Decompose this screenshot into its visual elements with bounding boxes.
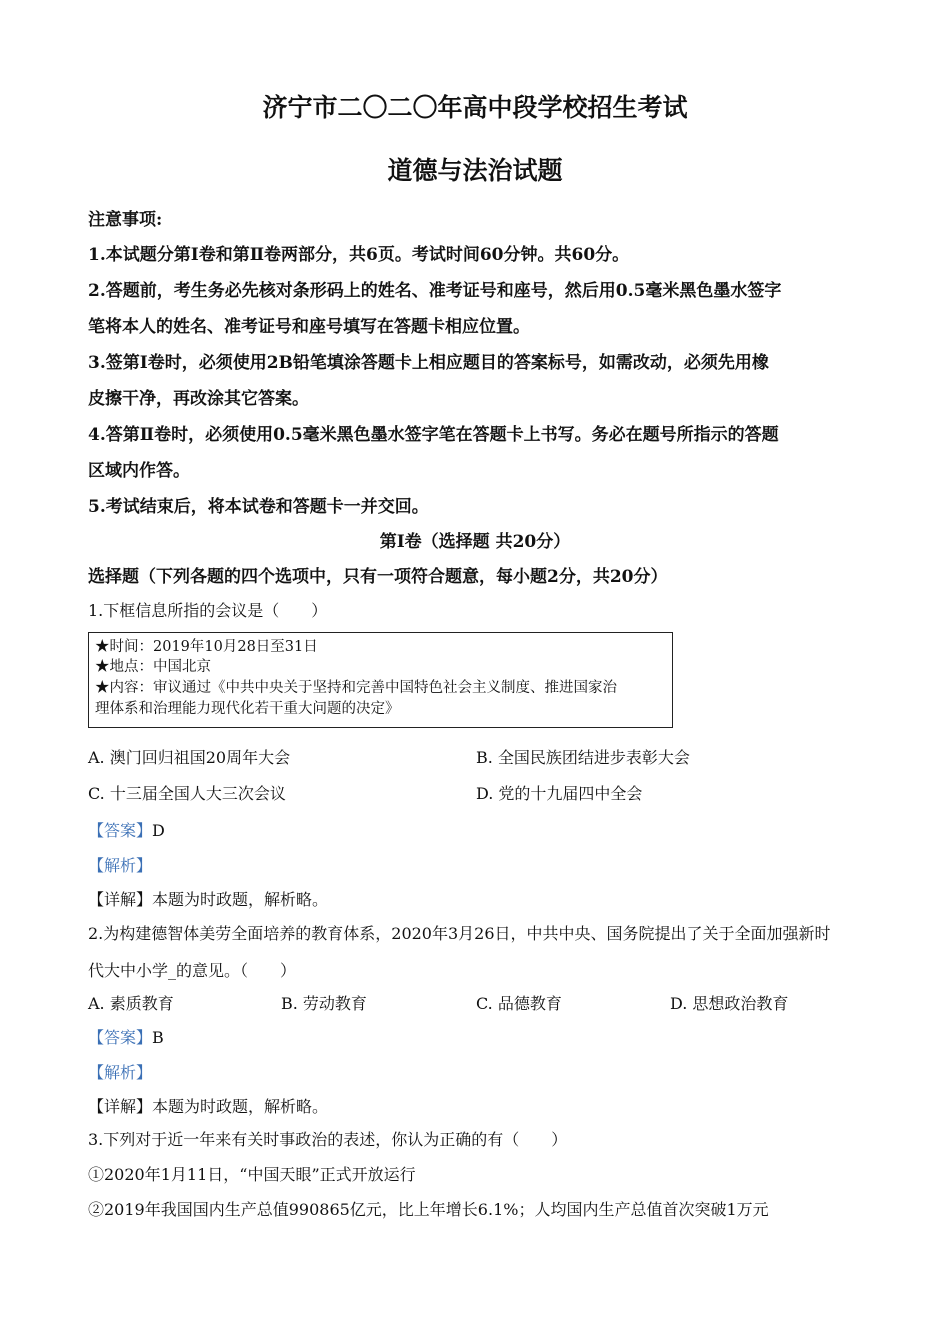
info-box-line: ★时间：2019年10月28日至31日	[95, 639, 318, 655]
q1-analysis-label: 【解析】	[88, 856, 153, 875]
notice-line: 区域内作答。	[88, 461, 190, 481]
q2-option-d: D. 思想政治教育	[670, 994, 789, 1013]
q2-detail	[88, 1094, 328, 1117]
q2-option-a: A. 素质教育	[88, 994, 174, 1013]
info-box-line: ★地点：中国北京	[95, 659, 211, 675]
detail-label: 【详解】	[88, 1097, 153, 1116]
notice-line: 3.签第Ⅰ卷时，必须使用2B铅笔填涂答题卡上相应题目的答案标号，如需改动，必须先用橡	[88, 353, 769, 373]
exam-title: 济宁市二〇二〇年高中段学校招生考试	[262, 93, 688, 122]
q3-statement-1: ①2020年1月11日，“中国天眼”正式开放运行	[88, 1165, 416, 1184]
answer-label: 【答案】	[88, 821, 153, 840]
q1-answer	[88, 818, 165, 841]
notice-line: 1.本试题分第Ⅰ卷和第Ⅱ卷两部分，共6页。考试时间60分钟。共60分。	[88, 245, 630, 265]
detail-label: 【详解】	[88, 890, 153, 909]
detail-text: 本题为时政题，解析略。	[152, 1097, 329, 1116]
q1-detail	[88, 887, 328, 910]
q1-option-b: B. 全国民族团结进步表彰大会	[476, 748, 690, 767]
notice-heading: 注意事项:	[88, 210, 163, 230]
question-2-stem: 2.为构建德智体美劳全面培养的教育体系，2020年3月26日，中共中央、国务院提出了关于全面加强新时	[88, 924, 831, 943]
notice-line: 5.考试结束后，将本试卷和答题卡一并交回。	[88, 497, 429, 517]
notice-line: 笔将本人的姓名、准考证号和座号填写在答题卡相应位置。	[88, 317, 530, 337]
section-title: 第Ⅰ卷（选择题 共20分）	[379, 532, 571, 552]
q1-option-c: C. 十三届全国人大三次会议	[88, 784, 286, 803]
question-2-stem-cont: 代大中小学_的意见。（ ）	[88, 961, 297, 980]
info-box-line: ★内容：审议通过《中共中央关于坚持和完善中国特色社会主义制度、推进国家治	[95, 680, 617, 696]
answer-value: B	[152, 1028, 164, 1047]
q2-option-b: B. 劳动教育	[281, 994, 367, 1013]
q2-answer	[88, 1025, 164, 1048]
notice-line: 2.答题前，考生务必先核对条形码上的姓名、准考证号和座号，然后用0.5毫米黑色墨水签字	[88, 281, 782, 301]
question-3-stem: 3.下列对于近一年来有关时事政治的表述，你认为正确的有（ ）	[88, 1130, 568, 1149]
q2-option-c: C. 品德教育	[476, 994, 562, 1013]
q3-statement-2: ②2019年我国国内生产总值990865亿元，比上年增长6.1%；人均国内生产总值首次突破1万元	[88, 1200, 769, 1219]
notice-line: 皮擦干净，再改涂其它答案。	[88, 389, 309, 409]
section-instructions: 选择题（下列各题的四个选项中，只有一项符合题意，每小题2分，共20分）	[88, 567, 668, 587]
notice-line: 4.答第Ⅱ卷时，必须使用0.5毫米黑色墨水签字笔在答题卡上书写。务必在题号所指示的答题	[88, 425, 779, 445]
question-1-stem: 1.下框信息所指的会议是（ ）	[88, 601, 328, 620]
answer-value: D	[152, 821, 165, 840]
exam-subtitle: 道德与法治试题	[387, 156, 563, 185]
detail-text: 本题为时政题，解析略。	[152, 890, 329, 909]
q1-option-a: A. 澳门回归祖国20周年大会	[88, 748, 291, 767]
q1-option-d: D. 党的十九届四中全会	[476, 784, 643, 803]
answer-label: 【答案】	[88, 1028, 153, 1047]
info-box-line: 理体系和治理能力现代化若干重大问题的决定》	[95, 701, 400, 717]
q2-analysis-label: 【解析】	[88, 1063, 153, 1082]
